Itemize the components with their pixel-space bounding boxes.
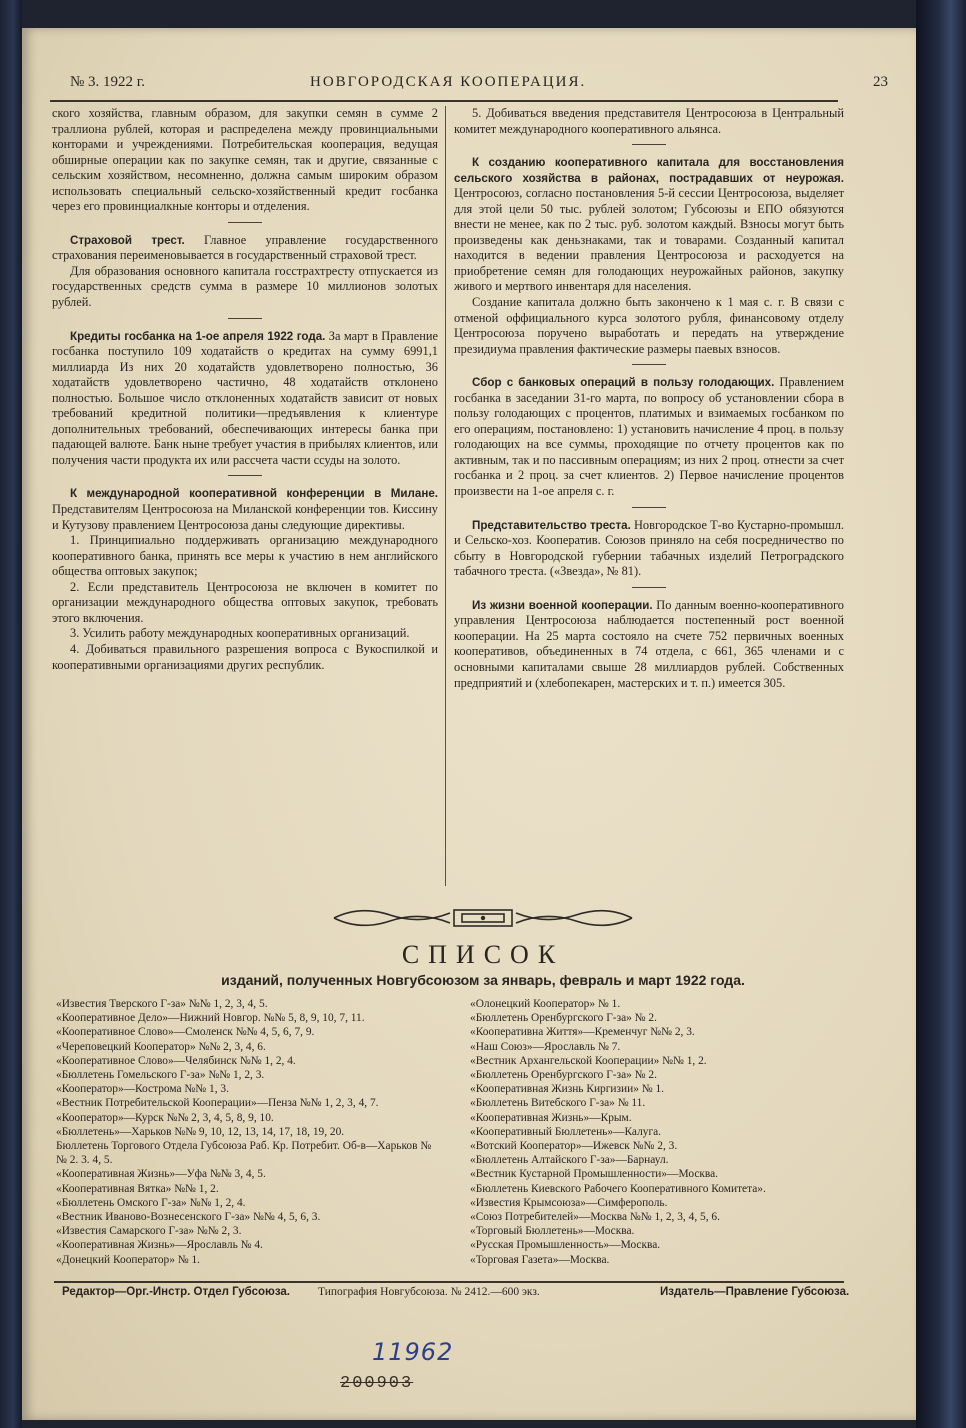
- article-text: Главное управление государственного страхования переименовывается в государственный страховой трест.: [52, 232, 438, 263]
- publication-item: «Наш Союз»—Ярославль № 7.: [470, 1040, 621, 1053]
- article-text: Для образования основного капитала госстрахтресту отпускается из государственных средств сумма в размере 10 миллионов золотых рублей.: [52, 263, 438, 310]
- publication-item: «Известия Крымсоюза»—Симферополь.: [470, 1196, 668, 1209]
- section-separator: [228, 318, 262, 319]
- article-paragraph: [52, 580, 438, 627]
- article-text: Представителям Центросоюза на Миланской конференции тов. Киссину и Кутузову правлением Центросоюза даны следующие директивы.: [52, 502, 438, 532]
- publication-item: «Кооперативное Дело»—Нижний Новгор. №№ 5, 8, 9, 10, 7, 11.: [56, 1012, 365, 1025]
- article-paragraph: [52, 264, 438, 311]
- publication-item: «Кооперативна Життя»—Кременчуг №№ 2, 3.: [470, 1026, 695, 1039]
- publication-item: «Союз Потребителей»—Москва №№ 1, 2, 3, 4, 5, 6.: [470, 1211, 720, 1224]
- section-separator: [632, 507, 666, 508]
- article-paragraph: [52, 626, 438, 642]
- article-paragraph: [52, 533, 438, 580]
- article-heading: Из жизни военной кооперации.: [472, 598, 653, 612]
- publication-item: «Вестник Потребительской Кооперации»—Пенза №№ 1, 2, 3, 4, 7.: [56, 1097, 379, 1110]
- handwritten-inventory-number: 11962: [372, 1338, 454, 1366]
- publications-list-right: [470, 997, 830, 1267]
- stamped-inventory-number: 200903: [340, 1374, 414, 1393]
- journal-title: НОВГОРОДСКАЯ КООПЕРАЦИЯ.: [310, 74, 587, 90]
- footer-rule: [54, 1281, 844, 1283]
- issue-number: № 3. 1922 г.: [70, 74, 146, 90]
- section-separator: [632, 587, 666, 588]
- publisher-credit: Издатель—Правление Губсоюза.: [660, 1286, 850, 1298]
- publication-item: «Бюллетень»—Харьков №№ 9, 10, 12, 13, 14, 17, 18, 19, 20.: [56, 1125, 345, 1138]
- publication-item: «Бюллетень Оренбургского Г-за» № 2.: [470, 1069, 657, 1082]
- article-paragraph: [454, 375, 844, 499]
- article-text: 5. Добиваться введения представителя Центросоюза в Центральный комитет международного кооперативного альянса.: [454, 106, 844, 136]
- list-subtitle: изданий, полученных Новгубсоюзом за январь, февраль и март 1922 года.: [221, 972, 745, 988]
- article-paragraph: [454, 295, 844, 357]
- article-text: ского хозяйства, главным образом, для закупки семян в сумме 2 траллиона рублей, которая и распределена между провинциальными конторами и учреждениями. Потребительская кооперация, ведущая обширные операции как по закупке семян, так и другие, связанные с сельским хозяйством, несомненно, должна самым широким образом использовать специальный сельско-хозяйственный кредит госбанка через его провинциалкные конторы и отделения.: [52, 106, 438, 214]
- publication-item: «Бюллетень Киевского Рабочего Кооперативного Комитета».: [470, 1182, 766, 1195]
- article-heading: Сбор с банковых операций в пользу голодающих.: [472, 376, 775, 390]
- publication-item: «Кооперативная Вятка» №№ 1, 2.: [56, 1182, 219, 1195]
- article-heading: Кредиты госбанка на 1-ое апреля 1922 года.: [70, 329, 326, 343]
- publication-item: «Бюллетень Гомельского Г-за» №№ 1, 2, 3.: [56, 1069, 265, 1082]
- article-text: 3. Усилить работу международных кооперативных организаций.: [70, 626, 410, 641]
- article-text: За март в Правление госбанка поступило 109 ходатайств о кредитах на сумму 6991,1 миллиарда Из них 20 ходатайств удовлетворено полностью, 36 ходатайств удовлетворено частично, 48 ходатайств отклонено полностью. Большое число отклоненных ходатайств зависит от новых требований кредитной политики—предъявления к клиентуре дополнительных требований, обеспечивающих интересы банка при падающей валюте. Банк ныне требует участия в прибылях клиентов, или получения части продукта их или рассчета части ссуды на золото.: [52, 328, 438, 467]
- publication-item: «Кооперативная Жизнь»—Уфа №№ 3, 4, 5.: [56, 1168, 266, 1181]
- book-binding-left: [0, 0, 22, 1428]
- article-paragraph: [454, 155, 844, 295]
- editor-credit: Редактор—Орг.-Инстр. Отдел Губсоюза.: [62, 1286, 290, 1298]
- publication-item: «Кооперативная Жизнь Киргизии» № 1.: [470, 1083, 665, 1096]
- publications-list-left: [56, 997, 440, 1267]
- article-paragraph: [52, 486, 438, 533]
- article-text: По данным военно-кооперативного управления Центросоюза наблюдается постепенный рост военной кооперации. На 25 марта состояло на счете 752 первичных военных кооперативов, объединенных в 74 отдела, с 661, 365 членами и с основными капиталами свыше 28 миллиардов рублей. Собственных предприятий и (хлебопекарен, мастерских и т. п.) имеется 305.: [454, 597, 844, 690]
- section-separator: [228, 222, 262, 223]
- article-paragraph: [454, 518, 844, 580]
- book-binding-right: [916, 0, 966, 1428]
- publication-item: «Известия Тверского Г-за» №№ 1, 2, 3, 4, 5.: [56, 998, 268, 1010]
- publication-item: «Торговая Газета»—Москва.: [470, 1253, 610, 1266]
- publication-item: «Русская Промышленность»—Москва.: [470, 1239, 661, 1252]
- publication-item: «Бюллетень Оренбургского Г-за» № 2.: [470, 1012, 657, 1025]
- article-heading: Представительство треста.: [472, 518, 631, 532]
- publication-item: Бюллетень Торгового Отдела Губсоюза Раб. Кр. Потребит. Об-в—Харьков №№ 2. 3. 4, 5.: [56, 1140, 432, 1167]
- article-heading: Страховой трест.: [70, 233, 185, 247]
- publication-item: «Бюллетень Омского Г-за» №№ 1, 2, 4.: [56, 1196, 246, 1209]
- article-heading: К созданию кооперативного капитала для восстановления сельского хозяйства в районах, пострадавших от неурожая.: [454, 156, 844, 185]
- publication-item: «Донецкий Кооператор» № 1.: [56, 1253, 201, 1266]
- article-text: Создание капитала должно быть закончено к 1 мая с. г. В связи с отменой оффициального курса золотого рубля, финансовому отделу Центросоюза поручено выработать и передать на утверждение президиума правления фактические размеры паевых взносов.: [454, 295, 844, 356]
- imprint-footer: [0, 1286, 966, 1306]
- publication-item: «Кооператор»—Кострома №№ 1, 3.: [56, 1083, 229, 1096]
- publication-item: «Бюллетень Алтайского Г-за»—Барнаул.: [470, 1154, 669, 1167]
- article-text: Правлением госбанка в заседании 31-го марта, по вопросу об установлении сбора в пользу голодающих с процентов, платимых и взимаемых госбанком по его операциям, постановлено: 1) установить начисление 4 проц. в пользу голодающих на все суммы, проходящие по отчету процентов как по активным, так и по пассивным операциям; из них 2 проц. отнести за счет госбанка и 2 проц. за счет клиентов. 2) Первое начисление процентов произвести на 1-ое апреля с. г.: [454, 375, 844, 499]
- publication-item: «Кооператор»—Курск №№ 2, 3, 4, 5, 8, 9, 10.: [56, 1111, 274, 1124]
- publication-item: «Кооперативный Бюллетень»—Калуга.: [470, 1125, 662, 1138]
- section-separator: [228, 475, 262, 476]
- article-text: 1. Принципиально поддерживать организацию международного кооперативного банка, принять все меры к участию в нем английского общества оптовых закупок;: [52, 533, 438, 579]
- article-text: Центросоюз, согласно постановления 5-й сессии Центросоюза, выделяет для этой цели 50 тыс. рублей золотом; Губсоюзы и ЕПО обязуются внести не менее, как по 2 тыс. руб. золотом каждый. Взносы могут быть произведены как деньзнаками, так и товарами. Созданный капитал находится в ведении правления Центросоюза и расходуется на приобретение семян для голодающих неурожайных районов, закупку живого и мертвого инвентаря для населения.: [454, 186, 844, 294]
- publication-item: «Кооперативная Жизнь»—Ярославль № 4.: [56, 1239, 263, 1252]
- column-divider: [445, 106, 446, 886]
- article-text: Новгородское Т-во Кустарно-промышл. и Сельско-хоз. Кооператив. Союзов приняло на себя посредничество по сбыту в Новгородской губернии табачных изделий Петроградского табачного треста. («Звезда», № 81).: [454, 517, 844, 579]
- section-separator: [632, 364, 666, 365]
- left-column: [52, 106, 438, 673]
- publication-item: «Бюллетень Витебского Г-за» № 11.: [470, 1097, 646, 1110]
- list-title: СПИСОК: [401, 940, 565, 969]
- publication-item: «Кооперативное Слово»—Смоленск №№ 4, 5, 6, 7, 9.: [56, 1026, 315, 1039]
- article-paragraph: [52, 642, 438, 673]
- publication-item: «Вотский Кооператор»—Ижевск №№ 2, 3.: [470, 1140, 678, 1153]
- page-number: 23: [873, 74, 888, 90]
- article-text: 4. Добиваться правильного разрешения вопроса с Вукоспилкой и кооперативными организациями других республик.: [52, 641, 438, 672]
- publication-item: «Череповецкий Кооператор» №№ 2, 3, 4, 6.: [56, 1040, 266, 1053]
- article-paragraph: [454, 106, 844, 137]
- publication-item: «Известия Самарского Г-за» №№ 2, 3.: [56, 1225, 242, 1238]
- article-heading: К международной кооперативной конференции в Милане.: [70, 487, 438, 501]
- publication-item: «Торговый Бюллетень»—Москва.: [470, 1225, 635, 1238]
- printer-credit: Типография Новгубсоюза. № 2412.—600 экз.: [318, 1286, 540, 1298]
- publication-item: «Кооперативное Слово»—Челябинск №№ 1, 2, 4.: [56, 1054, 296, 1067]
- publication-item: «Олонецкий Кооператор» № 1.: [470, 998, 621, 1010]
- section-separator: [632, 144, 666, 145]
- publication-item: «Кооперативная Жизнь»—Крым.: [470, 1111, 632, 1124]
- publication-item: «Вестник Кустарной Промышленности»—Москва.: [470, 1168, 719, 1181]
- article-text: 2. Если представитель Центросоюза не включен в комитет по организации международного общества оптовых закупок, требовать этого включения.: [52, 579, 438, 625]
- article-paragraph: [52, 106, 438, 215]
- publication-item: «Вестник Иваново-Вознесенского Г-за» №№ 4, 5, 6, 3.: [56, 1211, 321, 1224]
- header-rule: [50, 100, 838, 102]
- right-column: [454, 106, 844, 691]
- publication-item: «Вестник Архангельской Кооперации» №№ 1, 2.: [470, 1054, 707, 1067]
- article-paragraph: [52, 233, 438, 264]
- article-paragraph: [454, 598, 844, 691]
- running-header: [42, 74, 924, 100]
- article-paragraph: [52, 329, 438, 469]
- ornament-divider: [330, 903, 636, 933]
